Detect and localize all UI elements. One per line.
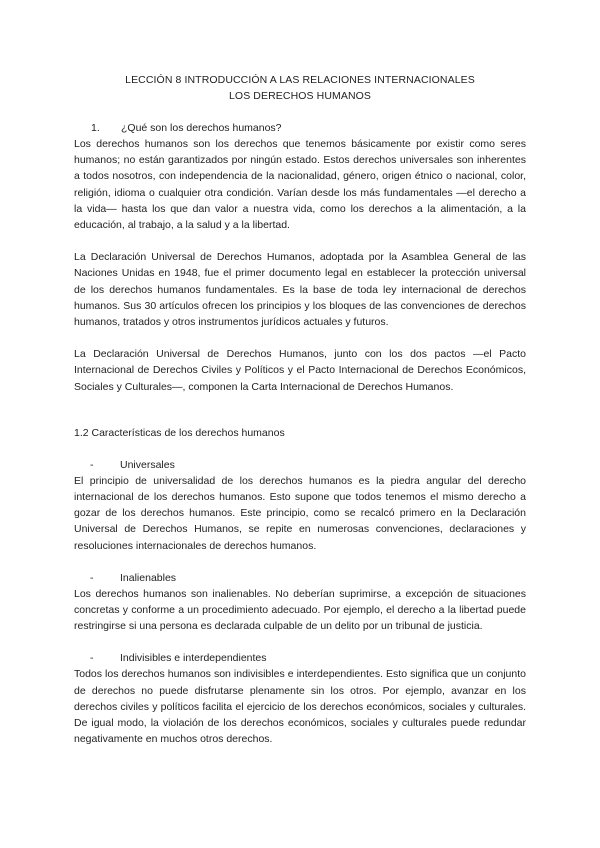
section-2-heading: 1.2 Características de los derechos humanos	[74, 426, 285, 439]
section-1-heading	[74, 120, 526, 136]
section-1-number: 1.	[91, 122, 100, 134]
bullet-inalienables	[74, 570, 526, 586]
section-1-paragraph-3: La Declaración Universal de Derechos Humanos, junto con los dos pactos —el Pacto Internacional de Derechos Civiles y Políticos y el Pacto Internacional de Derechos Económicos, Sociales y Culturales—, componen la Carta Internacional de Derechos Humanos.	[74, 348, 526, 393]
bullet-text-indivisibles: Todos los derechos humanos son indivisibles e interdependientes. Esto significa que un conjunto de derechos no puede disfrutarse plenamente sin los otros. Por ejemplo, avanzar en los derechos civiles y políticos facilita el ejercicio de los derechos económicos, sociales y culturales. De igual modo, la violación de los derechos económicos, sociales y culturales puede redundar negativamente en muchos otros derechos.	[74, 668, 526, 746]
section-1-paragraph-2: La Declaración Universal de Derechos Humanos, adoptada por la Asamblea General de las Naciones Unidas en 1948, fue el primer documento legal en establecer la protección universal de los derechos humanos fundamentales. Es la base de toda ley internacional de derechos humanos. Sus 30 artículos ofrecen los principios y los bloques de las convenciones de derechos humanos, tratados y otros instrumentos jurídicos actuales y futuros.	[74, 251, 526, 329]
bullet-label: Universales	[120, 458, 175, 471]
document-page	[74, 72, 526, 747]
section-1-heading-text: ¿Qué son los derechos humanos?	[121, 122, 282, 134]
bullet-dash: -	[90, 458, 94, 471]
bullet-text-universales: El principio de universalidad de los derechos humanos es la piedra angular del derecho internacional de los derechos humanos. Esto supone que todos tenemos el mismo derecho a gozar de los derechos humanos. Este principio, como se recalcó primero en la Declaración Universal de Derechos Humanos, se repite en numerosas convenciones, declaraciones y resoluciones internacionales de derechos humanos.	[74, 474, 526, 552]
bullet-text-inalienables: Los derechos humanos son inalienables. No deberían suprimirse, a excepción de situaciones concretas y conforme a un procedimiento adecuado. Por ejemplo, el derecho a la libertad puede restringirse si una persona es declarada culpable de un delito por un tribunal de justicia.	[74, 587, 526, 633]
bullet-label: Inalienables	[120, 571, 177, 584]
title-line-1: LECCIÓN 8 INTRODUCCIÓN A LAS RELACIONES INTERNACIONALES	[125, 74, 475, 86]
bullet-dash: -	[90, 652, 94, 665]
bullet-dash: -	[90, 571, 94, 584]
bullet-indivisibles	[74, 650, 526, 666]
bullet-label: Indivisibles e interdependientes	[120, 652, 267, 665]
title-line-2: LOS DERECHOS HUMANOS	[228, 90, 372, 102]
bullet-universales	[74, 457, 526, 473]
section-1-paragraph-1: Los derechos humanos son los derechos que tenemos básicamente por existir como seres humanos; no están garantizados por ningún estado. Estos derechos universales son inherentes a todos nosotros, con independencia de la nacionalidad, género, origen étnico o nacional, color, religión, idioma o cualquier otra condición. Varían desde los más fundamentales —el derecho a la vida— hasta los que dan valor a nuestra vida, como los derechos a la alimentación, a la educación, al trabajo, a la salud y a la libertad.	[74, 138, 526, 232]
document-title	[74, 72, 526, 104]
